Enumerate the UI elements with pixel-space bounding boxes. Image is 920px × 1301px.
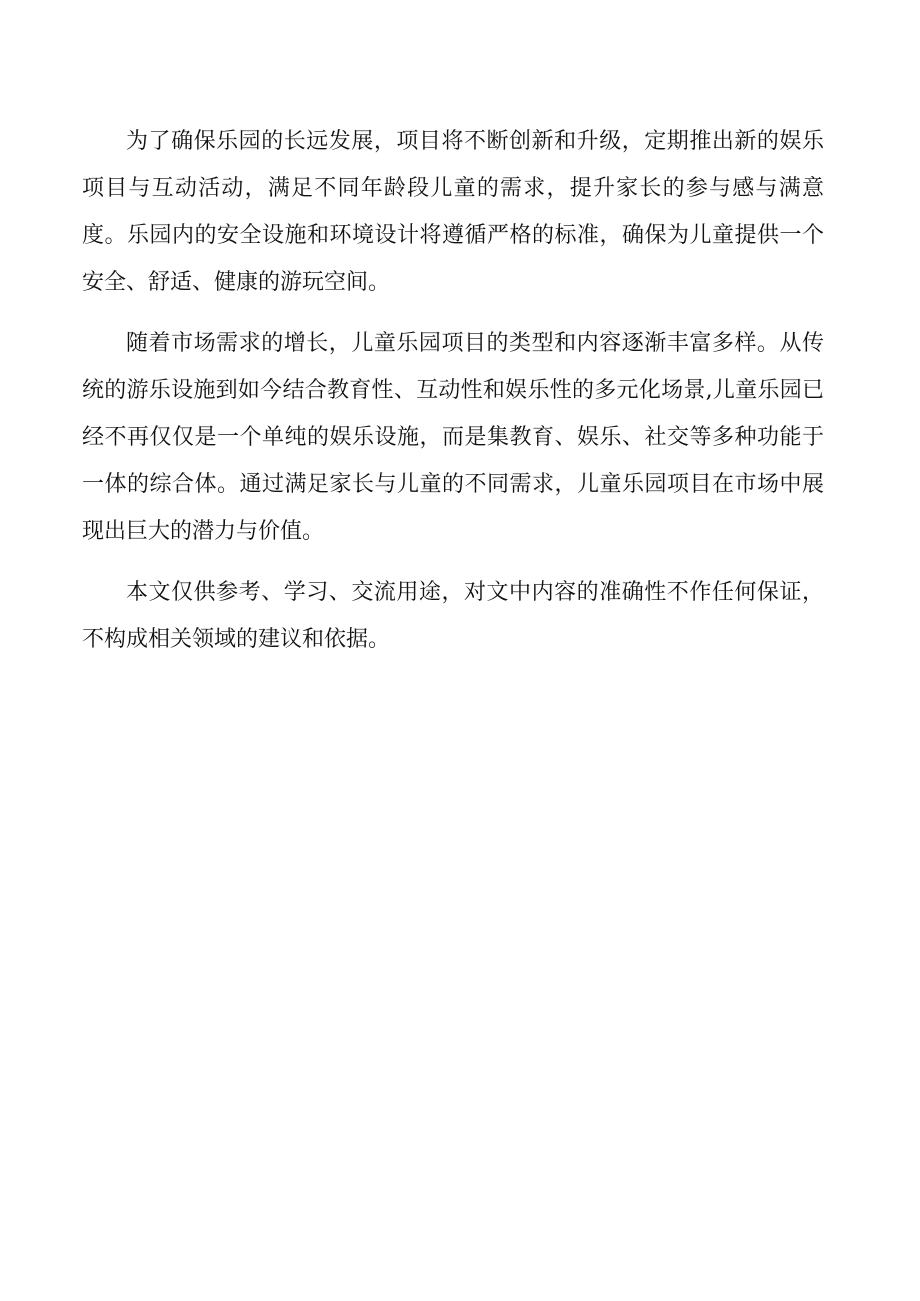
paragraph-development: 为了确保乐园的长远发展，项目将不断创新和升级，定期推出新的娱乐项目与互动活动，满足不同年龄段儿童的需求，提升家长的参与感与满意度。乐园内的安全设施和环境设计将遵循严格的标准，确保为儿童提供一个安全、舒适、健康的游玩空间。 <box>82 129 824 295</box>
document-body <box>82 118 824 677</box>
paragraph-market-demand: 随着市场需求的增长，儿童乐园项目的类型和内容逐渐丰富多样。从传统的游乐设施到如今结合教育性、互动性和娱乐性的多元化场景,儿童乐园已经不再仅仅是一个单纯的娱乐设施，而是集教育、娱乐、社交等多种功能于一体的综合体。通过满足家长与儿童的不同需求，儿童乐园项目在市场中展现出巨大的潜力与价值。 <box>82 331 824 544</box>
paragraph-disclaimer: 本文仅供参考、学习、交流用途，对文中内容的准确性不作任何保证，不构成相关领域的建议和依据。 <box>82 580 824 652</box>
